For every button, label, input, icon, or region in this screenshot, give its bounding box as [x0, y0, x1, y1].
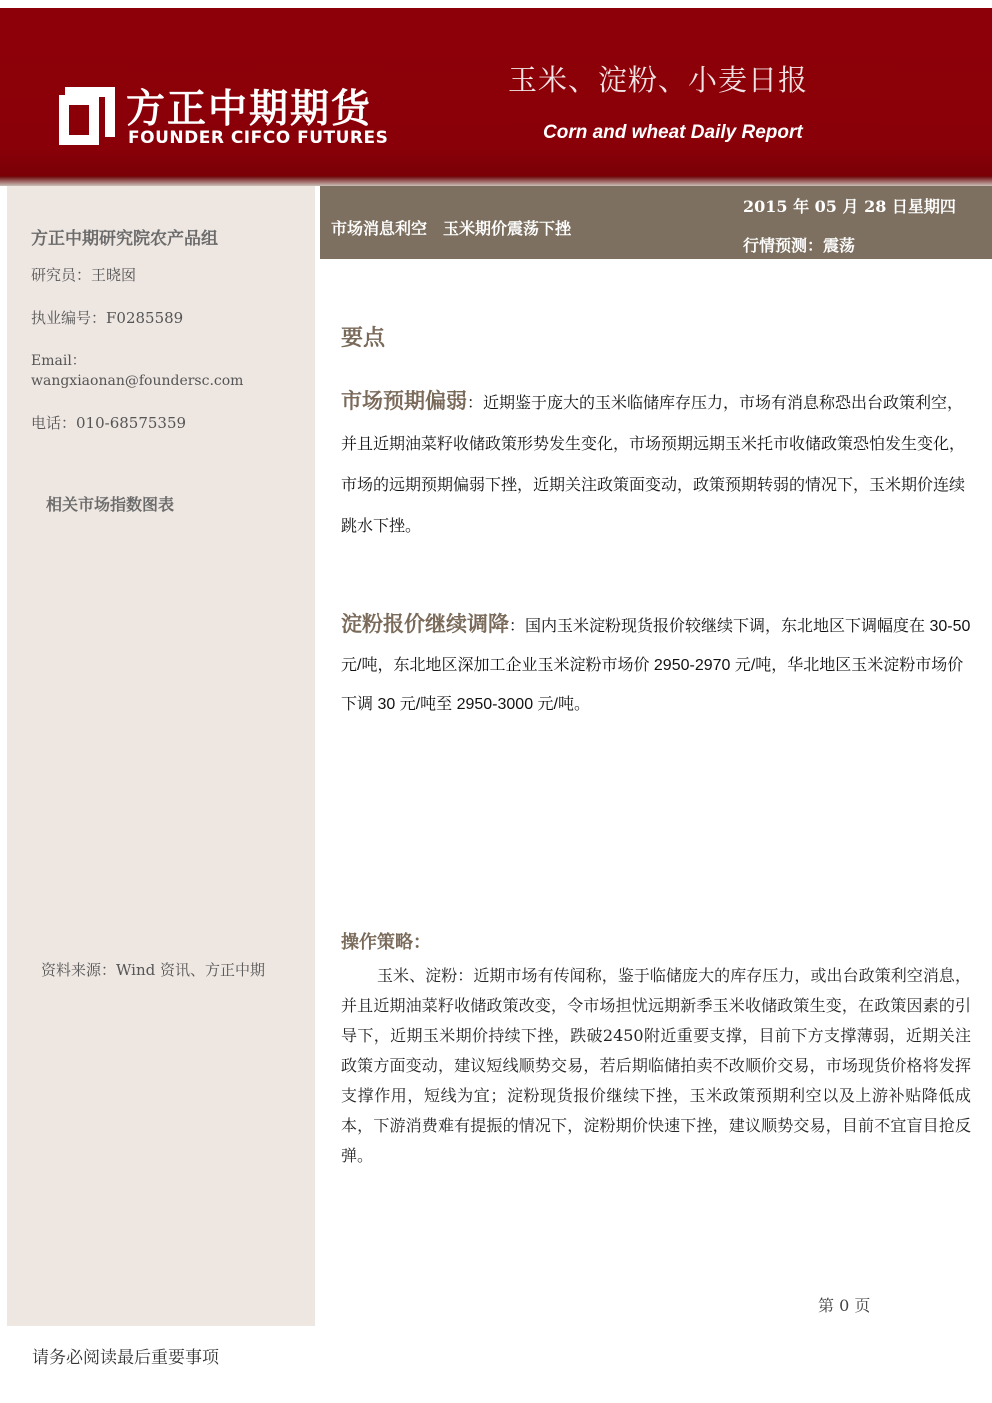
point-key: 市场预期偏弱: [341, 388, 467, 413]
page-number: 第 0 页: [818, 1296, 871, 1315]
footer-note: 请务必阅读最后重要事项: [32, 1348, 219, 1368]
point-paragraph: [341, 604, 971, 724]
market-forecast: 行情预测：震荡: [743, 236, 856, 255]
point-text: ：国内玉米淀粉现货报价较继续下调，东北地区下调幅度在 30-50 元/吨，东北地区深加工企业玉米淀粉市场价 2950-2970 元/吨，华北地区玉米淀粉市场价下调 30 元/吨至 2950-3000 元/吨。: [341, 618, 971, 713]
point-paragraph: [341, 380, 971, 546]
strategy-title: 操作策略：: [341, 932, 431, 953]
sidebar-source: 资料来源：Wind 资讯、方正中期: [41, 961, 265, 979]
sidebar-related-charts: 相关市场指数图表: [46, 495, 175, 514]
report-title-cn: 玉米、淀粉、小麦日报: [508, 63, 809, 97]
header-divider: [0, 176, 992, 186]
founder-logo-icon: [55, 83, 119, 147]
report-date: 2015 年 05 月 28 日星期四: [743, 197, 956, 216]
logo-text-cn: 方正中期期货: [126, 87, 373, 132]
sidebar-phone: 电话：010-68575359: [31, 414, 187, 432]
section-title: 要点: [341, 325, 386, 351]
logo-text-en: FOUNDER CIFCO FUTURES: [128, 128, 389, 148]
strategy-text: 玉米、淀粉：近期市场有传闻称，鉴于临储庞大的库存压力，或出台政策利空消息，并且近期油菜籽收储政策改变，令市场担忧远期新季玉米收储政策生变，在政策因素的引导下，近期玉米期价持续下挫，跌破2450附近重要支撑，目前下方支撑薄弱，近期关注政策方面变动，建议短线顺势交易，若后期临储拍卖不改顺价交易，市场现货价格将发挥支撑作用，短线为宜；淀粉现货报价继续下挫，玉米政策预期利空以及上游补贴降低成本，下游消费难有提振的情况下，淀粉期价快速下挫，建议顺势交易，目前不宜盲目抢反弹。: [341, 966, 971, 1165]
sidebar-org: 方正中期研究院农产品组: [31, 229, 218, 249]
sidebar-researcher: 研究员：王晓囡: [31, 266, 137, 284]
info-headline: 市场消息利空 玉米期价震荡下挫: [331, 219, 572, 238]
sidebar-email: wangxiaonan@foundersc.com: [31, 373, 244, 389]
point-key: 淀粉报价继续调降: [341, 611, 509, 636]
report-title-en: Corn and wheat Daily Report: [543, 122, 803, 143]
point-text: ：近期鉴于庞大的玉米临储库存压力，市场有消息称恐出台政策利空，并且近期油菜籽收储政策形势发生变化，市场预期远期玉米托市收储政策恐怕发生变化，市场的远期预期偏弱下挫，近期关注政策面变动，政策预期转弱的情况下，玉米期价连续跳水下挫。: [341, 393, 966, 535]
sidebar-license: 执业编号：F0285589: [31, 309, 184, 327]
sidebar-email-label: Email：: [31, 353, 86, 369]
